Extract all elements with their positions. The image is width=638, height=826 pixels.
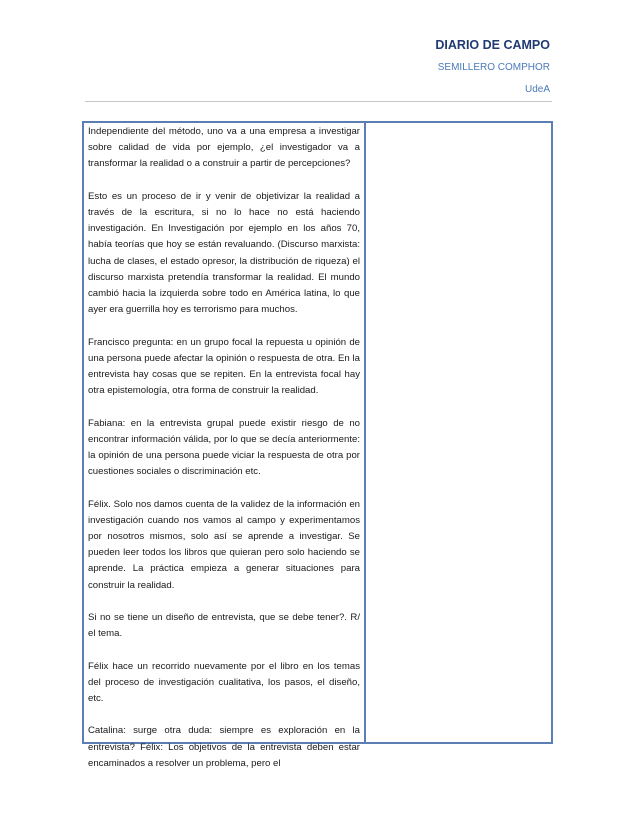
page-header — [435, 36, 550, 98]
document-subtitle: SEMILLERO COMPHOR — [437, 62, 550, 73]
paragraph: Félix. Solo nos damos cuenta de la validez de la información en investigación cuando nos vamos al campo y experimentamos por nosotros mismos, solo así se aprende a investigar. Se pueden leer todos los libros que quieran pero solo haciendo se aprende. La práctica empieza a generar situaciones para construir la realidad. — [88, 498, 360, 591]
notes-column — [84, 123, 366, 769]
paragraph: Independiente del método, uno va a una empresa a investigar sobre calidad de vida por ejemplo, ¿el investigador va a transformar la realidad o a construir a partir de percepciones? — [88, 126, 360, 170]
organization-name: UdeA — [524, 84, 550, 95]
notes-table — [82, 121, 553, 769]
paragraph: Catalina: surge otra duda: siempre es exploración en la entrevista? Félix: Los objetivos de la entrevista deben estar encaminados a resolver un problema, pero el — [88, 725, 360, 769]
header-divider — [85, 101, 552, 102]
empty-column — [366, 123, 551, 742]
paragraph: Si no se tiene un diseño de entrevista, que se debe tener?. R/ el tema. — [88, 612, 360, 640]
document-title: DIARIO DE CAMPO — [435, 38, 550, 52]
paragraph: Fabiana: en la entrevista grupal puede existir riesgo de no encontrar información válida, por lo que se decía anteriormente: la opinión de una persona puede viciar la respuesta de otra por cuestiones sociales o discriminación etc. — [88, 417, 360, 478]
paragraph: Francisco pregunta: en un grupo focal la repuesta u opinión de una persona puede afectar la opinión o respuesta de otra. En la entrevista hay cosas que se repiten. En la entrevista focal hay otra epistemología, otra forma de construir la realidad. — [88, 336, 360, 397]
paragraph: Félix hace un recorrido nuevamente por el libro en los temas del proceso de investigación cualitativa, los pasos, el diseño, etc. — [88, 660, 360, 705]
paragraph: Esto es un proceso de ir y venir de objetivizar la realidad a través de la escritura, si no lo hace no está haciendo investigación. En Investigación por ejemplo en los años 70, había teorías que hoy se están revaluando. (Discurso marxista: lucha de clases, el estado opresor, la distribución de riqueza) el discurso marxista pretendía transformar la realidad. El mundo cambió hacia la izquierda sobre todo en América latina, lo que ayer era guerrilla hoy es terrorismo para muchos. — [88, 190, 360, 316]
